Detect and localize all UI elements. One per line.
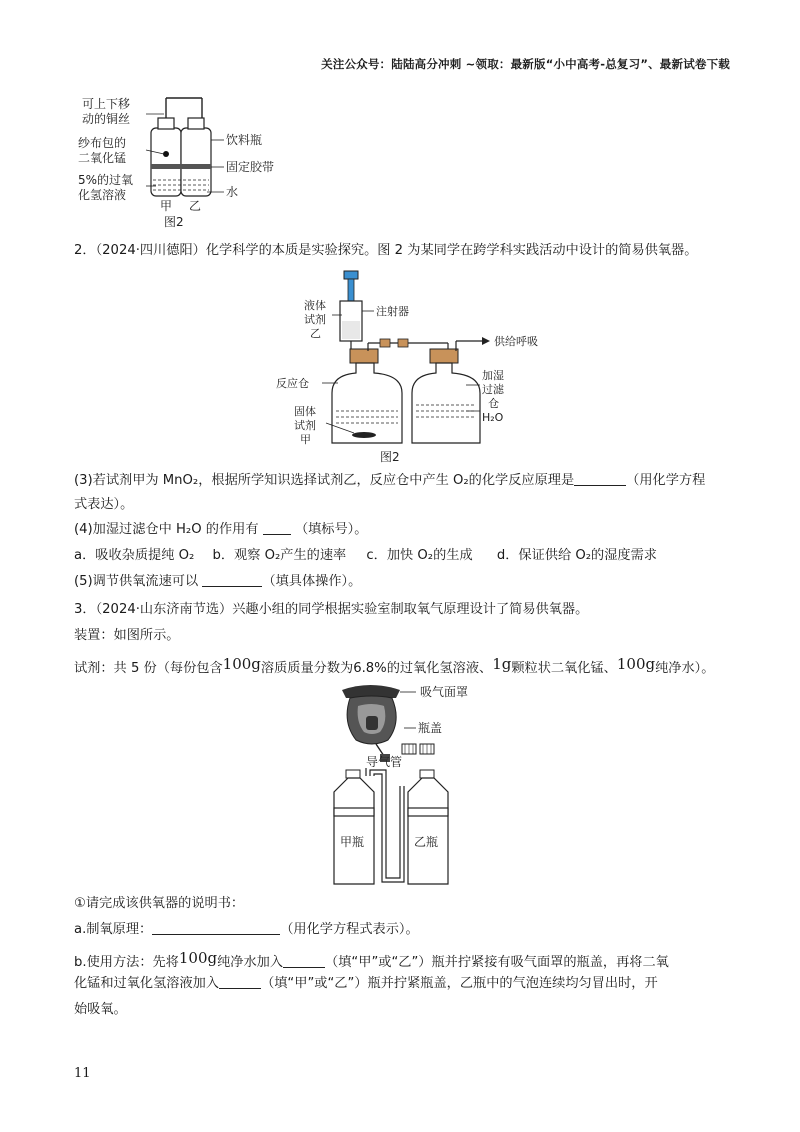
page-number: 11 xyxy=(74,1066,91,1081)
label-humid-3: 仓 xyxy=(488,397,499,410)
label-wire-1: 可上下移 xyxy=(82,97,131,111)
q3-part-a xyxy=(74,920,419,940)
q3-instr-title: ①请完成该供氧器的说明书： xyxy=(74,896,245,911)
q3-b-text-2: 纯净水加入 xyxy=(217,955,284,970)
figure-q2-caption: 图2 xyxy=(380,450,400,464)
label-h2o: H₂O xyxy=(482,411,504,424)
label-reaction: 反应仓 xyxy=(276,377,309,390)
option-a: a．吸收杂质提纯 O₂ xyxy=(74,548,195,563)
q2-options xyxy=(74,546,714,566)
label-tape: 固定胶带 xyxy=(226,160,274,174)
figure-q2-oxygen-supplier xyxy=(270,265,560,465)
label-solid-3: 甲 xyxy=(300,433,311,446)
label-mask: 吸气面罩 xyxy=(420,685,469,699)
answer-blank-b1[interactable] xyxy=(283,953,325,968)
label-syringe: 注射器 xyxy=(376,305,409,318)
q3-mass-3: 100g xyxy=(616,655,656,673)
option-c: c．加快 O₂的生成 xyxy=(366,548,473,563)
page-header: 关注公众号：陆陆高分冲刺 ~领取：最新版“小中高考-总复习”、最新试卷下载 xyxy=(321,57,730,71)
label-yi: 乙 xyxy=(189,199,202,213)
answer-blank-p3[interactable] xyxy=(574,471,626,486)
label-solution-1: 5%的过氧 xyxy=(78,173,134,187)
figure-q3-oxygen-supplier xyxy=(320,682,500,892)
q3-b-text-3: （填“甲”或“乙”）瓶并拧紧接有吸气面罩的瓶盖，再将二氧 xyxy=(325,955,669,970)
label-solid-2: 试剂 xyxy=(294,419,316,432)
q2-part4 xyxy=(74,520,367,540)
q3-b-text-1: b.使用方法：先将 xyxy=(74,955,179,970)
q3-b-text-4: 化锰和过氧化氢溶液加入 xyxy=(74,976,220,991)
q3-b-mass: 100g xyxy=(178,949,218,967)
q3-b-text-5: （填“甲”或“乙”）瓶并拧紧瓶盖，乙瓶中的气泡连续均匀冒出时，开 xyxy=(261,976,658,991)
q3-reagent-text-d: 纯净水）。 xyxy=(655,661,715,676)
label-cap: 瓶盖 xyxy=(418,721,443,735)
q3-mass-1: 100g xyxy=(222,655,261,673)
label-water: 水 xyxy=(226,185,239,199)
label-bottle-yi: 乙瓶 xyxy=(414,835,439,849)
label-solid-1: 固体 xyxy=(294,405,316,418)
label-solution-2: 化氢溶液 xyxy=(78,188,127,202)
option-b: b．观察 O₂产生的速率 xyxy=(212,548,347,563)
q3-part-b-line1 xyxy=(74,948,669,973)
label-liquid-3: 乙 xyxy=(310,327,321,340)
label-bottle-jia: 甲瓶 xyxy=(340,835,365,849)
q2-intro: 2．（2024·四川德阳）化学科学的本质是实验探究。图 2 为某同学在跨学科实践活动中设计的简易供氧器。 xyxy=(74,243,698,258)
answer-blank-p4[interactable] xyxy=(263,520,291,535)
label-wire-2: 动的铜丝 xyxy=(82,112,131,126)
label-humid-2: 过滤 xyxy=(482,383,504,396)
label-bag-1: 纱布包的 xyxy=(78,136,127,150)
q2-part4-text: (4)加湿过滤仓中 H₂O 的作用有 xyxy=(74,522,259,537)
option-d: d．保证供给 O₂的湿度需求 xyxy=(496,548,657,563)
q3-reagent-text-b: 溶质质量分数为6.8%的过氧化氢溶液、 xyxy=(260,661,493,676)
q3-reagent-text-c: 颗粒状二氧化锰、 xyxy=(511,661,617,676)
q3-a-text-end: （用化学方程式表示）。 xyxy=(280,922,419,937)
q3-a-text: a.制氧原理： xyxy=(74,922,153,937)
q3-mass-2: 1g xyxy=(492,655,512,673)
q3-device: 装置：如图所示。 xyxy=(74,628,180,643)
q3-reagent-text-a: 试剂：共 5 份（每份包含 xyxy=(74,661,223,676)
answer-blank-p5[interactable] xyxy=(202,572,262,587)
label-liquid-2: 试剂 xyxy=(304,313,326,326)
q2-part4-text-end: （填标号）。 xyxy=(294,522,368,537)
q3-intro: 3．（2024·山东济南节选）兴趣小组的同学根据实验室制取氧气原理设计了简易供氧器。 xyxy=(74,602,589,617)
q2-part3-text-end: （用化学方程 xyxy=(626,473,706,488)
q3-reagents xyxy=(74,654,714,679)
q2-part5-text-end: （填具体操作）。 xyxy=(262,574,362,589)
answer-blank-b2[interactable] xyxy=(219,974,261,989)
label-humid-1: 加湿 xyxy=(482,369,504,382)
label-bottle: 饮料瓶 xyxy=(226,133,263,147)
figure-top-bottles xyxy=(74,92,274,232)
label-supply: 供给呼吸 xyxy=(494,335,538,348)
label-liquid-1: 液体 xyxy=(304,299,326,312)
answer-blank-a[interactable] xyxy=(152,920,280,935)
q2-part3-line2: 式表达）。 xyxy=(74,497,134,512)
q2-part5 xyxy=(74,572,361,592)
label-bag-2: 二氧化锰 xyxy=(78,151,127,165)
figure-top-caption: 图2 xyxy=(164,215,184,229)
q2-part5-text: (5)调节供氧流速可以 xyxy=(74,574,199,589)
q3-part-b-line3: 始吸氧。 xyxy=(74,1002,127,1017)
q3-part-b-line2 xyxy=(74,974,658,994)
label-jia: 甲 xyxy=(160,199,173,213)
q2-part3-line1 xyxy=(74,471,705,491)
q2-part3-text: (3)若试剂甲为 MnO₂，根据所学知识选择试剂乙，反应仓中产生 O₂的化学反应原理是 xyxy=(74,473,575,488)
label-tube: 导气管 xyxy=(366,755,403,769)
